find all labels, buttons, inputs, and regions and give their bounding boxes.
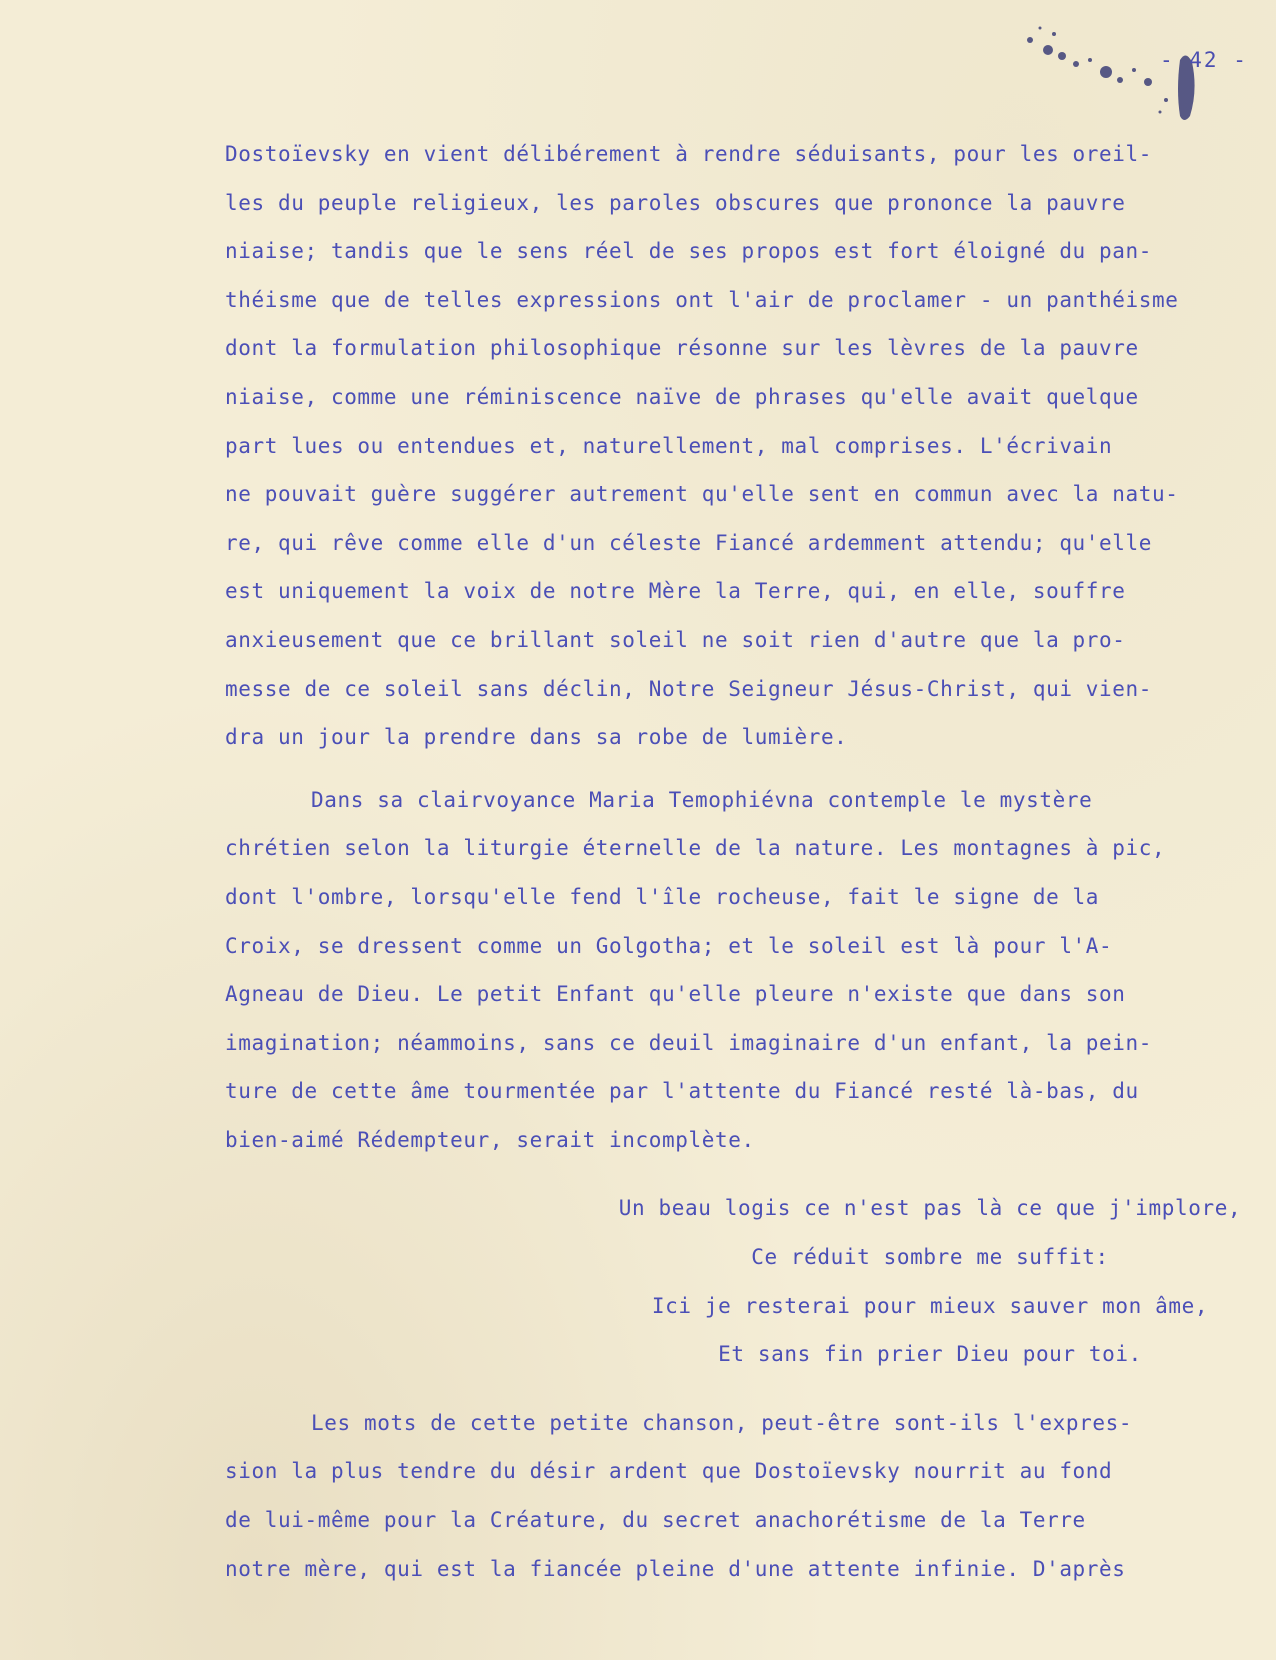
text-line: dra un jour la prendre dans sa robe de lumière. xyxy=(225,725,848,750)
text-line: dont l'ombre, lorsqu'elle fend l'île rocheuse, fait le signe de la xyxy=(225,884,1100,909)
verse-line: Ici je resterai pour mieux sauver mon âme, xyxy=(651,1293,1209,1318)
text-line: sion la plus tendre du désir ardent que Dostoïevsky nourrit au fond xyxy=(225,1459,1113,1484)
text-line: anxieusement que ce brillant soleil ne soit rien d'autre que la pro- xyxy=(225,627,1126,652)
text-line: théisme que de telles expressions ont l'air de proclamer - un panthéisme xyxy=(225,287,1179,312)
ink-splatter-icon xyxy=(1010,20,1240,140)
text-line: messe de ce soleil sans déclin, Notre Seigneur Jésus-Christ, qui vien- xyxy=(225,676,1153,701)
text-line: Les mots de cette petite chanson, peut-être sont-ils l'expres- xyxy=(311,1410,1133,1435)
text-line: les du peuple religieux, les paroles obscures que prononce la pauvre xyxy=(225,190,1126,215)
text-line: ne pouvait guère suggérer autrement qu'elle sent en commun avec la natu- xyxy=(225,482,1179,507)
page-number: - 42 - xyxy=(1160,48,1248,72)
text-line: est uniquement la voix de notre Mère la Terre, qui, en elle, souffre xyxy=(225,579,1126,604)
paragraph-gap xyxy=(225,1164,1265,1184)
text-line: niaise; tandis que le sens réel de ses propos est fort éloigné du pan- xyxy=(225,239,1153,264)
text-line: chrétien selon la liturgie éternelle de la nature. Les montagnes à pic, xyxy=(225,836,1166,861)
paragraph-2 xyxy=(225,776,1265,1165)
verse-line: Ce réduit sombre me suffit: xyxy=(751,1245,1109,1270)
document-body xyxy=(225,130,1265,1593)
text-line: de lui-même pour la Créature, du secret anachorétisme de la Terre xyxy=(225,1508,1086,1533)
text-line: Dostoïevsky en vient délibérement à rendre séduisants, pour les oreil- xyxy=(225,142,1153,166)
text-line: Dans sa clairvoyance Maria Temophiévna contemple le mystère xyxy=(311,787,1093,812)
text-line: Croix, se dressent comme un Golgotha; et le soleil est là pour l'A- xyxy=(225,933,1113,958)
verse-line: Un beau logis ce n'est pas là ce que j'implore, xyxy=(618,1196,1242,1221)
text-line: notre mère, qui est la fiancée pleine d'une attente infinie. D'après xyxy=(225,1556,1126,1581)
text-line: ture de cette âme tourmentée par l'attente du Fiancé resté là-bas, du xyxy=(225,1079,1139,1104)
text-line: niaise, comme une réminiscence naïve de phrases qu'elle avait quelque xyxy=(225,384,1139,409)
text-line: bien-aimé Rédempteur, serait incomplète. xyxy=(225,1127,755,1152)
text-line: re, qui rêve comme elle d'un céleste Fiancé ardemment attendu; qu'elle xyxy=(225,530,1153,555)
verse-block xyxy=(225,1184,1265,1378)
paragraph-gap xyxy=(225,762,1265,776)
paragraph-3 xyxy=(225,1399,1265,1593)
paragraph-1 xyxy=(225,130,1265,762)
text-line: Agneau de Dieu. Le petit Enfant qu'elle pleure n'existe que dans son xyxy=(225,982,1126,1007)
text-line: part lues ou entendues et, naturellement, mal comprises. L'écrivain xyxy=(225,433,1113,458)
text-line: dont la formulation philosophique résonne sur les lèvres de la pauvre xyxy=(225,336,1139,361)
paragraph-gap xyxy=(225,1379,1265,1399)
text-line: imagination; néammoins, sans ce deuil imaginaire d'un enfant, la pein- xyxy=(225,1030,1153,1055)
verse-line: Et sans fin prier Dieu pour toi. xyxy=(718,1342,1142,1367)
